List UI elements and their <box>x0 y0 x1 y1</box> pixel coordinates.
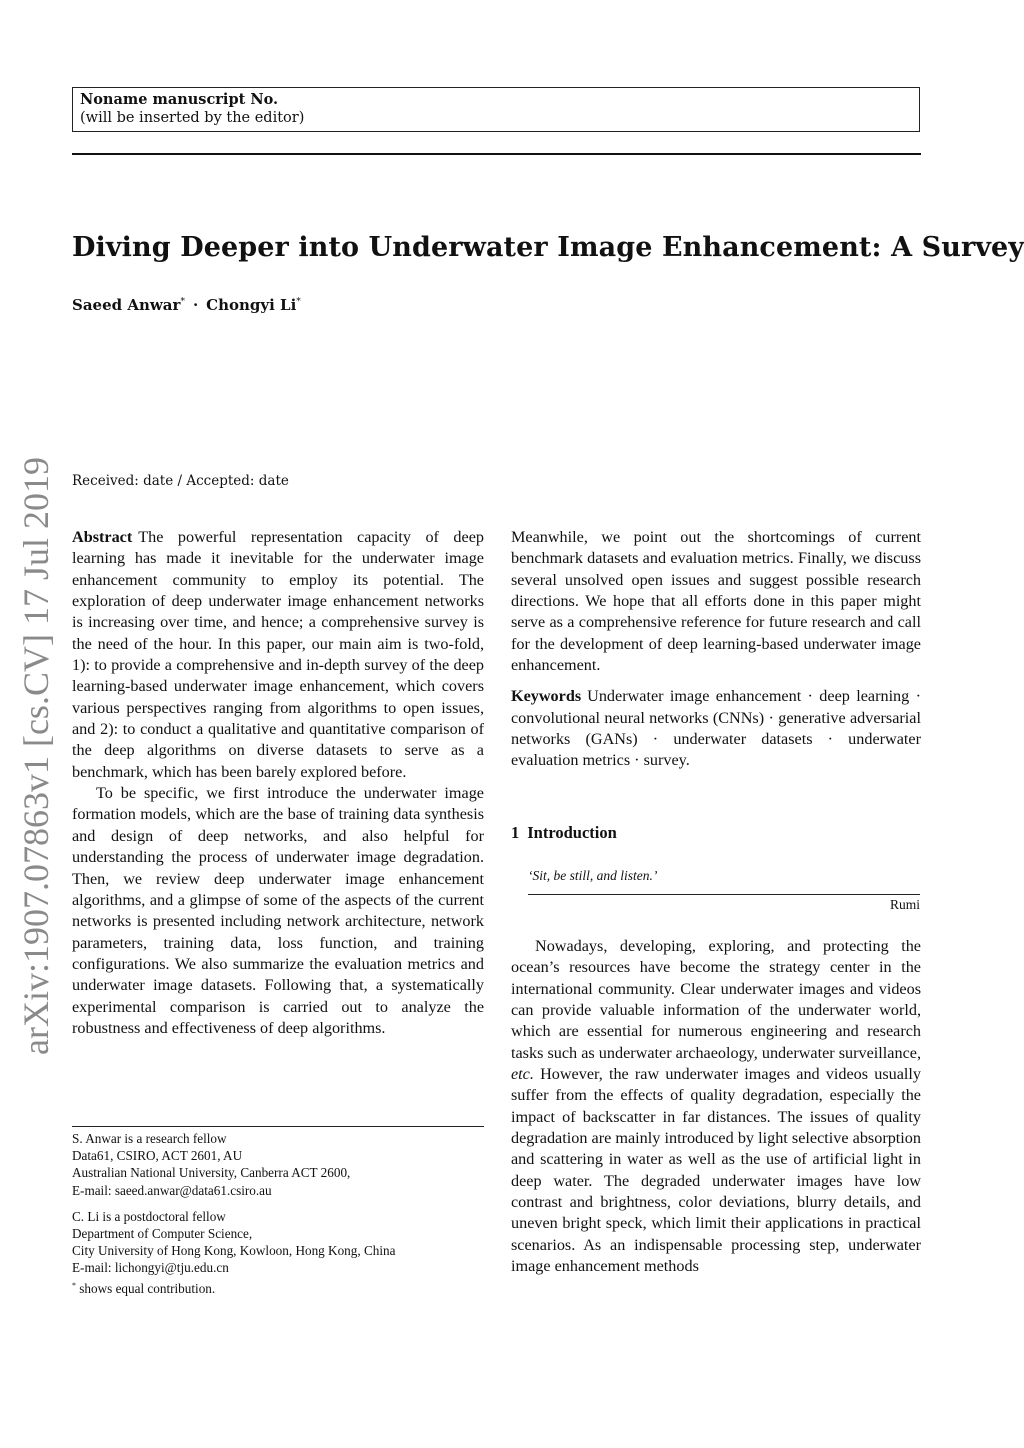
author-name: Chongyi Li <box>206 296 297 314</box>
footnote-line: Department of Computer Science, <box>72 1226 253 1242</box>
abstract-text: The powerful representation capacity of deep learning has made it inevitable for the underwater image enhancement community to employ its potential. The exploration of deep underwater image enhancement networks is increasing over time, and hence; a comprehensive survey is the need of the hour. In this paper, our main aim is two-fold, 1): to provide a comprehensive and in-depth survey of the deep learning-based underwater image enhancement, which covers various perspectives ranging from algorithms to open issues, and 2): to conduct a qualitative and quantitative comparison of the deep algorithms on diverse datasets to serve as a benchmark, which has been barely explored before. <box>72 528 484 781</box>
abstract-right-column <box>511 527 921 772</box>
intro-text-etc: etc. <box>511 1065 534 1084</box>
intro-text-part: However, the raw underwater images and videos usually suffer from the effects of quality degradation, especially the impact of backscatter in far distances. The issues of quality degradation are mainly introduced by light selective absorption and scattering in water as well as the use of artificial light in deep water. The degraded underwater images have low contrast and brightness, color deviations, blurry details, and uneven bright speck, which limit their applications in practical scenarios. As an indispensable processing step, underwater image enhancement methods <box>511 1065 921 1276</box>
abstract-paragraph <box>72 527 484 783</box>
author-mark: * <box>296 297 301 307</box>
equal-contribution-note: shows equal contribution. <box>79 1280 216 1296</box>
abstract-label: Abstract <box>72 528 133 546</box>
section-heading <box>511 822 617 844</box>
epigraph-quote: ‘Sit, be still, and listen.’ <box>528 868 658 883</box>
abstract-left-column <box>72 527 484 1039</box>
footnote-line: Data61, CSIRO, ACT 2601, AU <box>72 1148 243 1164</box>
keywords-paragraph <box>511 686 921 771</box>
author-separator: · <box>192 296 199 314</box>
arxiv-watermark: arXiv:1907.07863v1 [cs.CV] 17 Jul 2019 <box>16 457 56 1055</box>
footnotes <box>72 1130 492 1297</box>
epigraph-rule <box>528 894 920 895</box>
paper-title: Diving Deeper into Underwater Image Enhancement: A Survey <box>72 232 1024 263</box>
footnote-line: E-mail: lichongyi@tju.edu.cn <box>72 1260 229 1276</box>
footnote-rule <box>72 1126 484 1127</box>
introduction-text <box>511 936 921 1278</box>
keywords-label: Keywords <box>511 687 582 706</box>
author-name: Saeed Anwar <box>72 296 181 314</box>
footnote-line: Australian National University, Canberra ACT 2600, <box>72 1165 351 1181</box>
footnote-line: C. Li is a postdoctoral fellow <box>72 1208 226 1224</box>
footnote-line <box>72 1277 492 1297</box>
received-date: Received: date / Accepted: date <box>72 473 289 489</box>
footnote-line: S. Anwar is a research fellow <box>72 1131 227 1146</box>
footnote-gap <box>72 1199 492 1208</box>
epigraph-author: Rumi <box>889 897 920 912</box>
author-mark: * <box>180 297 185 307</box>
header-rule <box>72 153 921 155</box>
abstract-paragraph: To be specific, we first introduce the underwater image formation models, which are the base of training data synthesis and design of deep networks, and also helpful for understanding the process of underwater image degradation. Then, we review deep underwater image enhancement algorithms, and a glimpse of some of the aspects of the current networks is presented including network architecture, network parameters, training data, loss function, and training configurations. We also summarize the evaluation metrics and underwater image datasets. Following that, a systematically experimental comparison is carried out to analyze the robustness and effectiveness of deep algorithms. <box>72 784 484 1037</box>
introduction-paragraph <box>511 936 921 1278</box>
footnote-line: E-mail: saeed.anwar@data61.csiro.au <box>72 1182 272 1198</box>
footnote-line: City University of Hong Kong, Kowloon, Hong Kong, China <box>72 1243 396 1259</box>
editor-note: (will be inserted by the editor) <box>80 110 305 126</box>
abstract-paragraph: Meanwhile, we point out the shortcomings of current benchmark datasets and evaluation metrics. Finally, we discuss several unsolved open issues and suggest possible research directions. We hope that all efforts done in this paper might serve as a comprehensive reference for future research and call for the development of deep learning-based underwater image enhancement. <box>511 528 921 675</box>
editor-note-box <box>72 87 920 132</box>
section-number: 1 <box>511 823 520 842</box>
equal-mark: * <box>72 1280 76 1290</box>
intro-text-part: Nowadays, developing, exploring, and protecting the ocean’s resources have become the strategy center in the international community. Clear underwater images and videos can provide valuable information of the underwater world, which are essential for numerous engineering and research tasks such as underwater archaeology, underwater surveillance, <box>511 937 921 1062</box>
author-list <box>72 291 301 316</box>
keywords-text: Underwater image enhancement · deep learning · convolutional neural networks (CNNs) · generative adversarial networks (GANs) · underwater datasets · underwater evaluation metrics · survey. <box>511 687 921 770</box>
manuscript-label: Noname manuscript No. <box>80 91 279 108</box>
section-title: Introduction <box>527 823 617 842</box>
